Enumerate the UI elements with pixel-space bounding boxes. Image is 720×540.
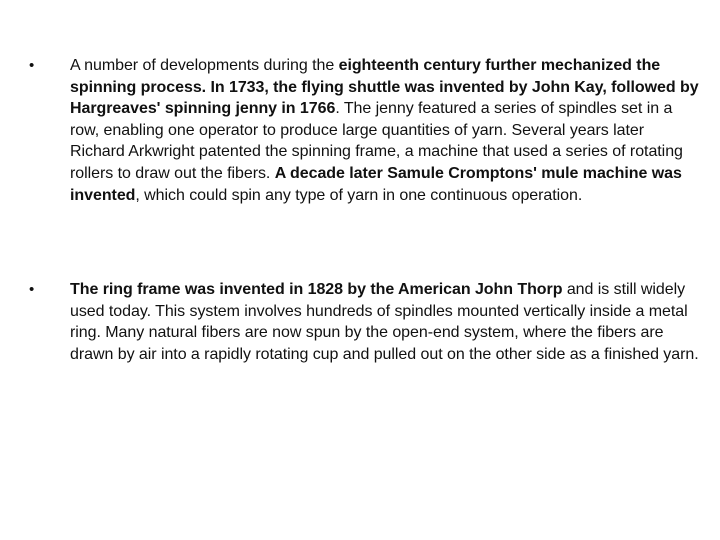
text-segment: . The jenny featured a series of spindles set in a row, enabling one operator to produce large quantities of yarn. Several years later Richard Arkwright patented the spinning frame, a machine that used a series of rotating rollers to draw out the fibers. [70, 100, 683, 182]
text-segment: , which could spin any type of yarn in one continuous operation. [135, 186, 583, 204]
bold-text-segment: A decade later Samule Cromptons' mule machine was invented [70, 164, 682, 204]
bold-text-segment: eighteenth century further mechanized the spinning process. In 1733, the flying shuttle was invented by John Kay, followed by Hargreaves' spinning jenny in 1766 [70, 57, 699, 118]
text-segment: and is still widely used today. This system involves hundreds of spindles mounted vertically inside a metal ring. Many natural fibers are now spun by the open-end system, where the fibers are drawn by air into a rapidly rotating cup and pulled out on the other side as a finished yarn. [70, 281, 699, 363]
bullet-icon: • [29, 57, 35, 74]
bullet-paragraph [70, 279, 702, 365]
bold-text-segment: The ring frame was invented in 1828 by the American John Thorp [70, 281, 563, 298]
bullet-icon: • [29, 281, 35, 298]
bullet-paragraph [70, 55, 702, 206]
text-segment: A number of developments during the [70, 57, 339, 74]
